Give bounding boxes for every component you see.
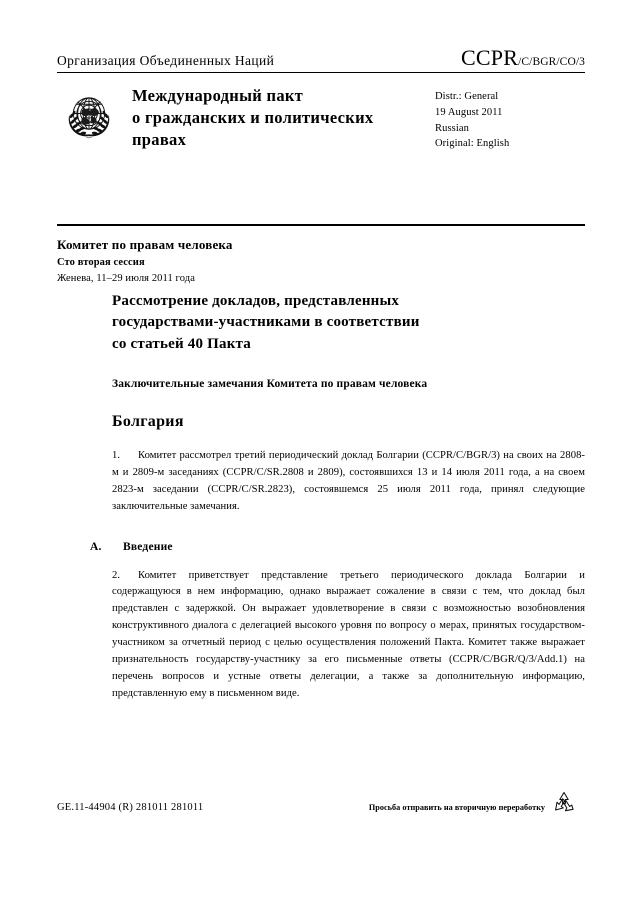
- treaty-title-line-3: правах: [132, 130, 187, 150]
- document-code: GE.11-44904 (R) 281011 281011: [57, 801, 204, 813]
- treaty-title-line-1: Международный пакт: [132, 86, 304, 105]
- committee-session: Сто вторая сессия: [57, 256, 145, 268]
- section-a-heading: [90, 540, 585, 553]
- treaty-title-line-2: о гражданских и политических: [132, 108, 374, 128]
- page-title-line-1: Рассмотрение докладов, представленных: [112, 293, 400, 309]
- header-main-row: [57, 73, 585, 152]
- header-top-row: [57, 0, 585, 69]
- paragraph-2-text: Комитет приветствует представление третьего периодического доклада Болгарии и содержащуюся в нем информацию, однако выражает сожаление в связи с тем, что доклад был представлен с задержкой. Он выражает удовлетворение в связи с возможностью возобновления конструктивного диалога с делегацией высокого уровня по вопросу о мерах, принятых государством-участником за отчетный период с целью осуществления положений Пакта. Комитет также выражает признательность государству-участнику за его письменные ответы (CCPR/C/BGR/Q/3/Add.1) на перечень вопросов и устные ответы делегации, а также за дополнительную информацию, представленную ему в письменном виде.: [112, 569, 585, 700]
- recycle-notice: [369, 797, 579, 817]
- page-title-line-2: государствами-участниками в соответствии: [112, 314, 420, 331]
- header-divider-thick: [57, 224, 585, 226]
- committee-name: Комитет по правам человека: [57, 237, 233, 252]
- recycle-text: Просьба отправить на вторичную переработку: [368, 802, 545, 812]
- treaty-title: [118, 84, 435, 151]
- section-a-letter: A.: [90, 540, 102, 553]
- paragraph-1: [112, 448, 585, 516]
- document-symbol-main: CCPR: [461, 45, 519, 70]
- document-symbol: [461, 47, 585, 69]
- distribution-date: 19 August 2011: [435, 106, 503, 118]
- country-heading: Болгария: [112, 412, 184, 430]
- page-title-line-3: со статьей 40 Пакта: [112, 335, 251, 352]
- paragraph-2-number: 2.: [112, 569, 121, 581]
- paragraph-2: [112, 568, 585, 704]
- page-subtitle: Заключительные замечания Комитета по правам человека: [112, 377, 428, 390]
- distribution-original: Original: English: [435, 138, 510, 150]
- committee-block: [57, 236, 585, 286]
- recycle-icon: [549, 789, 579, 817]
- document-header: [57, 0, 585, 152]
- page-footer: [57, 797, 585, 817]
- document-body: [90, 291, 585, 703]
- section-a-title: Введение: [123, 540, 173, 553]
- un-emblem-icon: [60, 88, 118, 146]
- document-symbol-suffix: /C/BGR/CO/3: [518, 56, 585, 68]
- paragraph-1-text: Комитет рассмотрел третий периодический доклад Болгарии (CCPR/C/BGR/3) на своих на 2808-м и 2809-м заседаниях (CCPR/C/SR.2808 и 2809), состоявшихся 13 и 14 июля 2011 года, а на своем 2823-м заседании (CCPR/C/SR.2823), состоявшемся 25 июля 2011 года, принял следующие заключительные замечания.: [112, 449, 585, 512]
- committee-dates: Женева, 11–29 июля 2011 года: [57, 272, 195, 284]
- distribution-type: Distr.: General: [435, 91, 499, 102]
- distribution-language: Russian: [435, 122, 469, 134]
- paragraph-1-number: 1.: [112, 449, 121, 461]
- organization-name: Организация Объединенных Наций: [57, 53, 275, 69]
- page-title: [112, 291, 585, 355]
- distribution-block: [435, 84, 585, 152]
